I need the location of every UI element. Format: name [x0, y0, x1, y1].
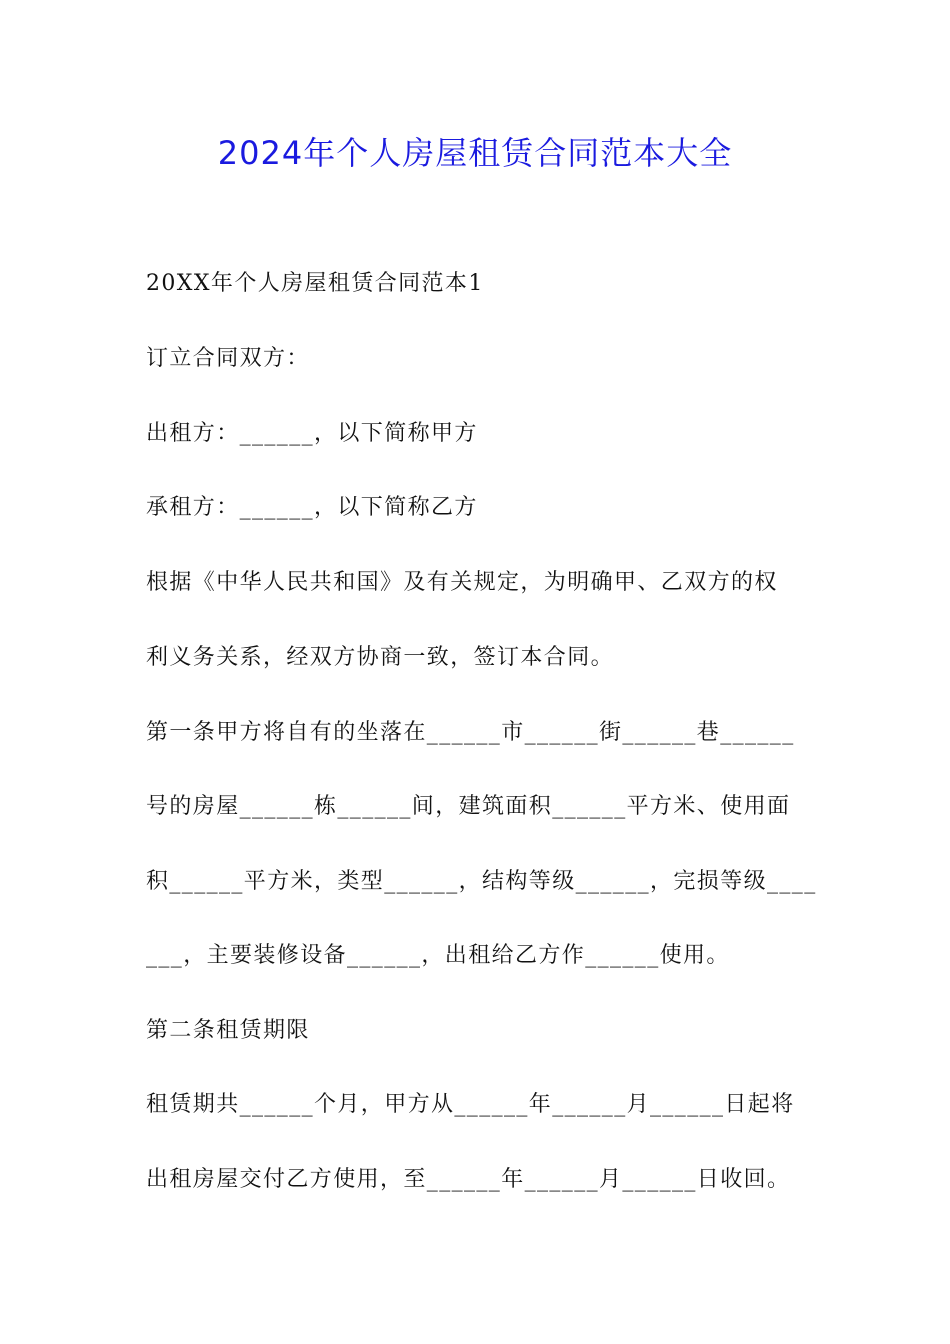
paragraph-line: 根据《中华人民共和国》及有关规定，为明确甲、乙双方的权: [146, 570, 778, 595]
paragraph-line: 积______平方米，类型______，结构等级______，完损等级____: [146, 869, 817, 894]
paragraph-line: ___，主要装修设备______，出租给乙方作______使用。: [146, 943, 730, 968]
paragraph-line: 租赁期共______个月，甲方从______年______月______日起将: [146, 1092, 795, 1117]
document-title: 2024年个人房屋租赁合同范本大全: [217, 134, 733, 172]
paragraph-line: 第一条甲方将自有的坐落在______市______街______巷______: [146, 720, 795, 745]
paragraph-line: 出租方：______，以下简称甲方: [146, 421, 478, 446]
paragraph-line: 承租方：______，以下简称乙方: [146, 495, 478, 520]
paragraph-line: 利义务关系，经双方协商一致，签订本合同。: [146, 645, 615, 670]
section-heading: 20XX年个人房屋租赁合同范本1: [146, 271, 484, 296]
paragraph-line: 订立合同双方：: [146, 346, 310, 371]
section-heading: 第二条租赁期限: [146, 1018, 310, 1043]
paragraph-line: 号的房屋______栋______间，建筑面积______平方米、使用面: [146, 794, 791, 819]
paragraph-line: 出租房屋交付乙方使用，至______年______月______日收回。: [146, 1167, 791, 1192]
